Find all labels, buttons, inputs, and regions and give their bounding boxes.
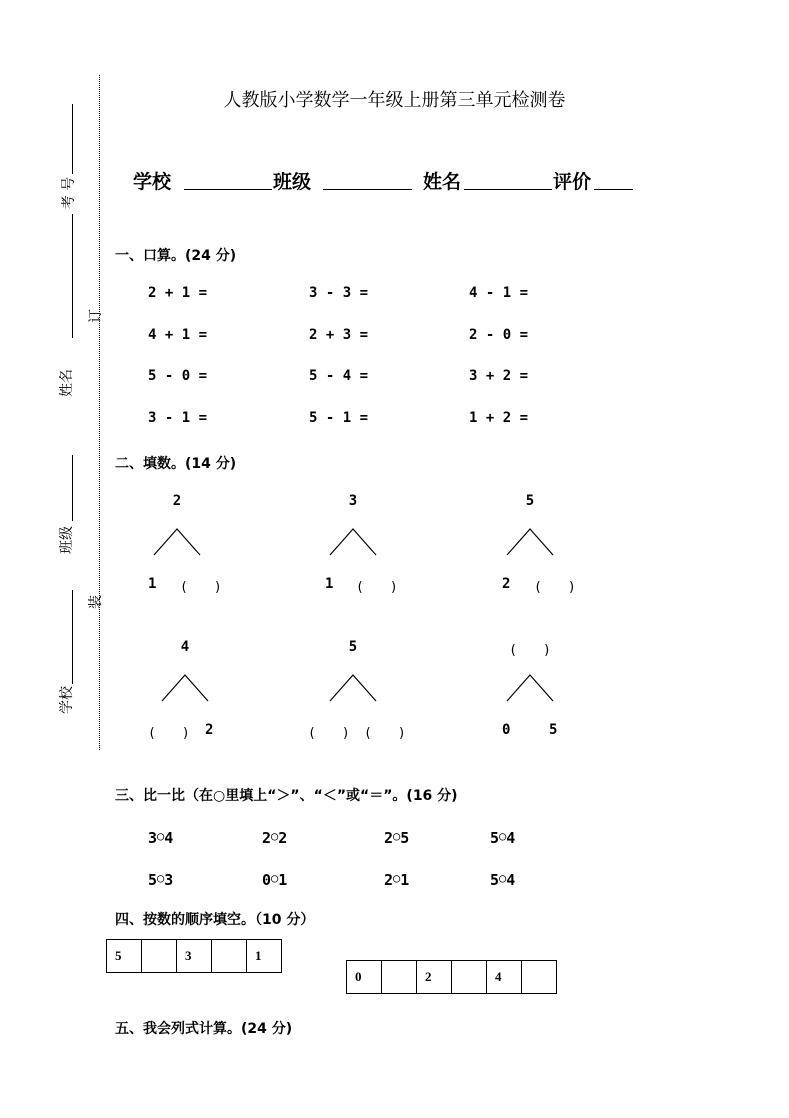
compare-right-number: 5 [400, 829, 410, 847]
margin-zhuang-label: 装 [88, 595, 104, 609]
tree-left-part: 0 [502, 722, 511, 738]
class-label: 班级 [273, 171, 312, 193]
compare-left-number: 3 [148, 829, 158, 847]
sequence-cell: 3 [177, 940, 212, 973]
tree-right-part: 2 [205, 722, 214, 738]
tree-top-number[interactable]: ( ) [509, 643, 551, 658]
margin-name-label: 姓名 [59, 369, 75, 397]
section-3-title: 三、比一比（在○里填上“＞”、“＜”或“＝”。(16 分) [115, 788, 458, 804]
tree-branches [329, 673, 389, 703]
arithmetic-problem: 5 - 4 = [309, 368, 369, 384]
compare-circle-blank[interactable]: ○ [393, 829, 401, 843]
arithmetic-problem: 2 + 1 = [148, 285, 208, 301]
tree-top-number: 2 [172, 493, 182, 509]
margin-school-label: 学校 [59, 686, 75, 714]
sequence-cell[interactable] [212, 940, 247, 973]
compare-circle-blank[interactable]: ○ [157, 829, 165, 843]
sequence-table-2 [346, 960, 557, 994]
name-label: 姓名 [423, 171, 462, 193]
comparison-item [490, 829, 515, 847]
margin-line-class [72, 455, 73, 521]
compare-circle-blank[interactable]: ○ [271, 829, 279, 843]
compare-left-number: 2 [384, 871, 394, 889]
arithmetic-problem: 2 + 3 = [309, 327, 369, 343]
compare-right-number: 1 [278, 871, 288, 889]
margin-line-name [72, 214, 73, 338]
compare-left-number: 5 [490, 829, 500, 847]
tree-right-part[interactable]: ( ) [180, 580, 222, 595]
margin-line-exam-no [72, 104, 73, 174]
margin-class-label: 班级 [59, 526, 75, 554]
tree-top-number: 4 [180, 639, 190, 655]
comparison-item [148, 829, 173, 847]
compare-right-number: 4 [164, 829, 174, 847]
arithmetic-problem: 3 + 2 = [469, 368, 529, 384]
sequence-cell[interactable] [452, 961, 487, 994]
compare-right-number: 1 [400, 871, 410, 889]
sequence-cell: 1 [247, 940, 282, 973]
arithmetic-problem: 5 - 0 = [148, 368, 208, 384]
tree-top-number: 3 [348, 493, 358, 509]
compare-circle-blank[interactable]: ○ [157, 871, 165, 885]
section-1-title: 一、口算。(24 分) [115, 248, 237, 264]
compare-right-number: 3 [164, 871, 174, 889]
tree-left-part: 1 [148, 576, 157, 592]
sequence-cell[interactable] [522, 961, 557, 994]
compare-right-number: 4 [506, 829, 516, 847]
comparison-item [384, 871, 409, 889]
sequence-cell: 5 [107, 940, 142, 973]
arithmetic-problem: 3 - 1 = [148, 410, 208, 426]
arithmetic-problem: 4 - 1 = [469, 285, 529, 301]
compare-right-number: 4 [506, 871, 516, 889]
compare-left-number: 0 [262, 871, 272, 889]
binding-dotted-line [99, 75, 100, 750]
compare-left-number: 2 [262, 829, 272, 847]
tree-right-part[interactable]: ( ) [364, 726, 406, 741]
margin-exam-no-label: 考 号 [61, 176, 78, 210]
compare-right-number: 2 [278, 829, 288, 847]
comparison-item [490, 871, 515, 889]
margin-line-school [72, 590, 73, 684]
grade-label: 评价 [553, 171, 592, 193]
tree-left-part: 2 [502, 576, 511, 592]
section-4-title: 四、按数的顺序填空。（10 分） [115, 912, 315, 928]
arithmetic-problem: 4 + 1 = [148, 327, 208, 343]
sequence-cell: 0 [347, 961, 382, 994]
compare-left-number: 5 [148, 871, 158, 889]
tree-branches [329, 527, 389, 557]
arithmetic-problem: 1 + 2 = [469, 410, 529, 426]
tree-top-number: 5 [348, 639, 358, 655]
name-field[interactable] [464, 189, 552, 190]
comparison-item [262, 871, 287, 889]
tree-branches [506, 673, 566, 703]
tree-branches [161, 673, 221, 703]
arithmetic-problem: 5 - 1 = [309, 410, 369, 426]
page-title: 人教版小学数学一年级上册第三单元检测卷 [223, 90, 566, 111]
sequence-cell[interactable] [382, 961, 417, 994]
compare-circle-blank[interactable]: ○ [499, 829, 507, 843]
sequence-cell[interactable] [142, 940, 177, 973]
arithmetic-problem: 2 - 0 = [469, 327, 529, 343]
sequence-cell: 4 [487, 961, 522, 994]
compare-left-number: 5 [490, 871, 500, 889]
arithmetic-problem: 3 - 3 = [309, 285, 369, 301]
tree-top-number: 5 [525, 493, 535, 509]
compare-circle-blank[interactable]: ○ [393, 871, 401, 885]
class-field[interactable] [323, 189, 412, 190]
compare-circle-blank[interactable]: ○ [499, 871, 507, 885]
tree-right-part: 5 [549, 722, 558, 738]
grade-field[interactable] [594, 189, 633, 190]
tree-left-part: 1 [325, 576, 334, 592]
school-field[interactable] [184, 189, 272, 190]
comparison-item [262, 829, 287, 847]
tree-branches [506, 527, 566, 557]
sequence-cell: 2 [417, 961, 452, 994]
sequence-table-1 [106, 939, 282, 973]
section-2-title: 二、填数。(14 分) [115, 456, 237, 472]
tree-branches [153, 527, 213, 557]
tree-left-part[interactable]: ( ) [148, 726, 190, 741]
compare-left-number: 2 [384, 829, 394, 847]
tree-left-part[interactable]: ( ) [308, 726, 350, 741]
comparison-item [148, 871, 173, 889]
section-5-title: 五、我会列式计算。(24 分) [115, 1021, 293, 1037]
comparison-item [384, 829, 409, 847]
margin-ding-label: 订 [88, 309, 104, 323]
compare-circle-blank[interactable]: ○ [271, 871, 279, 885]
tree-right-part[interactable]: ( ) [534, 580, 576, 595]
school-label: 学校 [133, 171, 172, 193]
tree-right-part[interactable]: ( ) [356, 580, 398, 595]
